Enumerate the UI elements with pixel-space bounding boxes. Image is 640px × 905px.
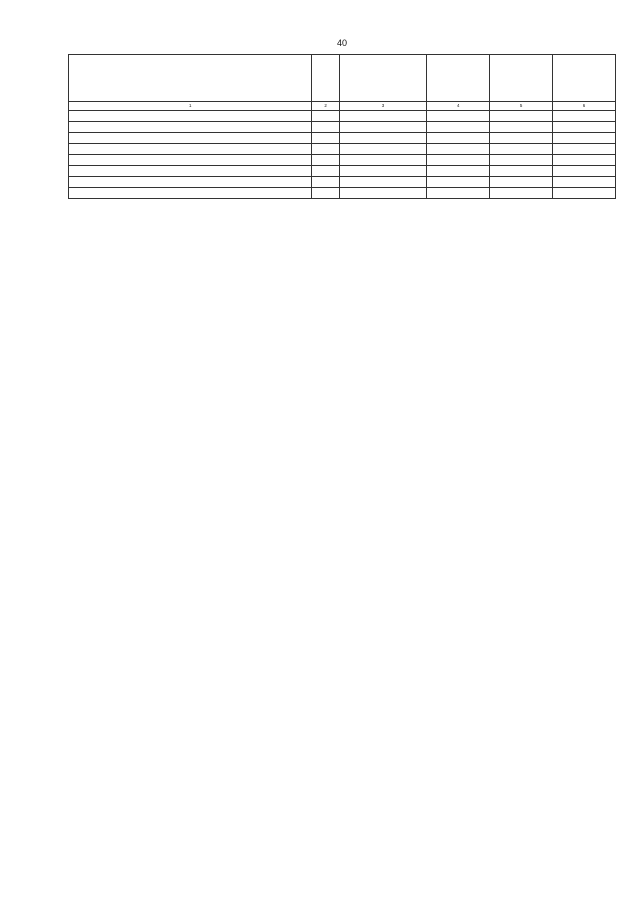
cell-name — [69, 188, 312, 199]
cell-code — [339, 144, 427, 155]
col-header-remainder — [553, 55, 616, 102]
col-number: 2 — [312, 102, 339, 111]
cell-remainder — [553, 111, 616, 122]
cell-line — [312, 122, 339, 133]
cell-executed — [490, 177, 553, 188]
cell-approved — [427, 111, 490, 122]
cell-name — [69, 133, 312, 144]
cell-name — [69, 111, 312, 122]
cell-name — [69, 122, 312, 133]
col-number: 1 — [69, 102, 312, 111]
col-number: 3 — [339, 102, 427, 111]
cell-line — [312, 166, 339, 177]
cell-code — [339, 111, 427, 122]
cell-name — [69, 155, 312, 166]
cell-name — [69, 166, 312, 177]
cell-executed — [490, 133, 553, 144]
cell-remainder — [553, 166, 616, 177]
table-row — [69, 166, 616, 177]
budget-table — [68, 54, 616, 199]
cell-executed — [490, 122, 553, 133]
col-number: 5 — [490, 102, 553, 111]
column-number-row — [69, 102, 616, 111]
table-row — [69, 122, 616, 133]
cell-code — [339, 177, 427, 188]
cell-approved — [427, 177, 490, 188]
cell-executed — [490, 155, 553, 166]
cell-approved — [427, 133, 490, 144]
cell-remainder — [553, 155, 616, 166]
cell-remainder — [553, 122, 616, 133]
table-body — [69, 111, 616, 199]
cell-code — [339, 188, 427, 199]
cell-line — [312, 111, 339, 122]
cell-approved — [427, 188, 490, 199]
cell-remainder — [553, 188, 616, 199]
cell-executed — [490, 144, 553, 155]
cell-code — [339, 133, 427, 144]
cell-approved — [427, 155, 490, 166]
table-row — [69, 144, 616, 155]
col-header-classification-code — [339, 55, 427, 102]
cell-code — [339, 166, 427, 177]
table-row — [69, 111, 616, 122]
page-number: 40 — [336, 38, 347, 48]
col-header-approved — [427, 55, 490, 102]
cell-remainder — [553, 144, 616, 155]
cell-line — [312, 133, 339, 144]
col-header-line-code — [312, 55, 339, 102]
cell-approved — [427, 144, 490, 155]
cell-line — [312, 155, 339, 166]
cell-executed — [490, 111, 553, 122]
table-row — [69, 155, 616, 166]
cell-remainder — [553, 133, 616, 144]
cell-approved — [427, 122, 490, 133]
cell-executed — [490, 188, 553, 199]
cell-remainder — [553, 177, 616, 188]
cell-name — [69, 177, 312, 188]
table-row — [69, 188, 616, 199]
cell-line — [312, 144, 339, 155]
col-header-executed — [490, 55, 553, 102]
table-row — [69, 133, 616, 144]
cell-approved — [427, 166, 490, 177]
cell-name — [69, 144, 312, 155]
header-row — [69, 55, 616, 102]
cell-code — [339, 155, 427, 166]
col-number: 4 — [427, 102, 490, 111]
cell-line — [312, 188, 339, 199]
col-header-name — [69, 55, 312, 102]
cell-line — [312, 177, 339, 188]
table-row — [69, 177, 616, 188]
cell-code — [339, 122, 427, 133]
col-number: 6 — [553, 102, 616, 111]
cell-executed — [490, 166, 553, 177]
